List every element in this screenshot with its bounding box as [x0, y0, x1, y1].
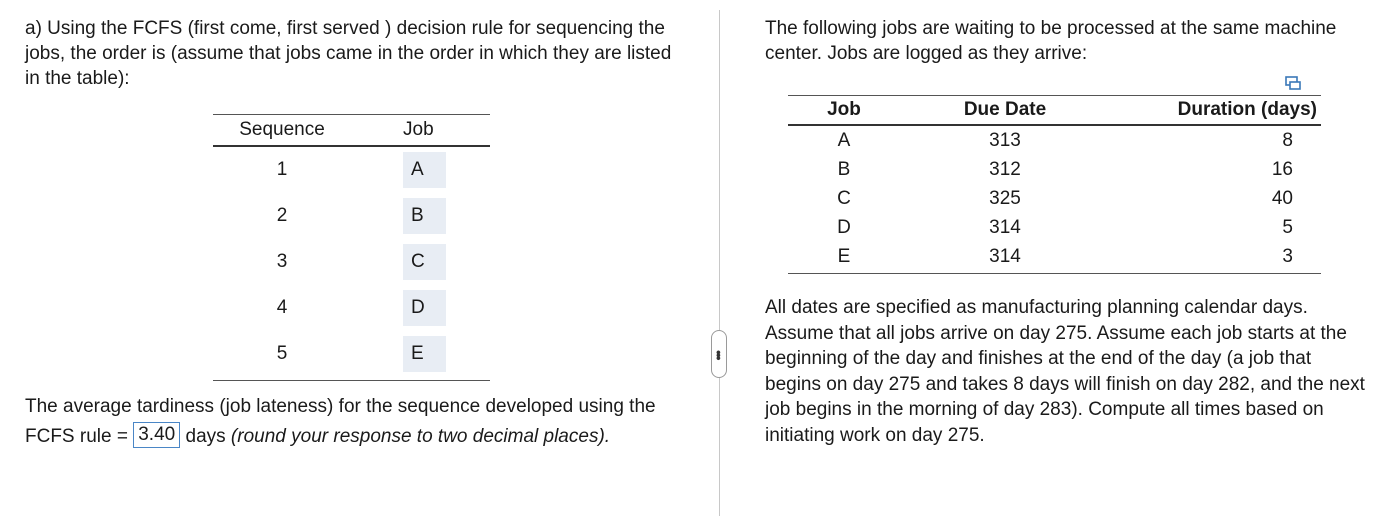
header-sequence: Sequence — [239, 119, 325, 140]
job-id: D — [837, 216, 851, 238]
job-answer-field[interactable]: B — [403, 198, 446, 234]
due-date: 312 — [989, 158, 1021, 180]
duration: 5 — [1282, 216, 1293, 238]
left-pane — [25, 16, 685, 91]
pane-resize-handle[interactable] — [711, 330, 727, 378]
due-date: 325 — [989, 187, 1021, 209]
duration: 16 — [1271, 158, 1293, 180]
drag-dots-icon: ••• — [711, 349, 727, 359]
table-row — [788, 155, 1321, 184]
assumptions-text: All dates are specified as manufacturing planning calendar days. Assume that all jobs arrive on day 275. Assume each job starts at the beginning of the day and finishes at the end of the day (a job that begins on day 275 and takes 8 days will finish on day 282, and the next job begins in the morning of day 283). Compute all times based on initiating work on day 275. — [765, 297, 1365, 446]
job-answer-field[interactable]: C — [403, 244, 446, 280]
tardiness-answer-field[interactable]: 3.40 — [133, 422, 180, 448]
sequence-number: 4 — [276, 297, 288, 318]
tardiness-question — [25, 392, 685, 452]
table-row — [213, 331, 490, 377]
jobs-table-header — [788, 96, 1321, 124]
table-row — [213, 147, 490, 193]
tardiness-prefix: The average tardiness (job lateness) for the sequence developed using the FCFS rule = — [25, 396, 656, 447]
job-id: E — [837, 245, 851, 267]
job-answer-field[interactable]: D — [403, 290, 446, 326]
table-row — [788, 126, 1321, 155]
rounding-note: (round your response to two decimal places). — [230, 426, 611, 447]
jobs-intro: The following jobs are waiting to be processed at the same machine center. Jobs are logged as they arrive: — [765, 18, 1337, 64]
right-pane — [765, 16, 1365, 66]
table-row — [213, 193, 490, 239]
job-answer-field[interactable]: E — [403, 336, 446, 372]
sequence-number: 3 — [276, 251, 288, 272]
duration: 40 — [1271, 187, 1293, 209]
job-id: A — [837, 129, 851, 151]
copy-table-icon[interactable] — [1285, 76, 1301, 90]
header-duration: Duration (days) — [1177, 99, 1317, 120]
jobs-table — [788, 95, 1321, 274]
job-answer-field[interactable]: A — [403, 152, 446, 188]
table-row — [788, 213, 1321, 242]
table-row — [213, 285, 490, 331]
question-intro: a) Using the FCFS (first come, first served ) decision rule for sequencing the jobs, the order is (assume that jobs came in the order in which they are listed in the table): — [25, 18, 672, 89]
duration: 3 — [1282, 245, 1293, 267]
sequence-number: 1 — [276, 159, 288, 180]
sequence-table — [213, 114, 490, 381]
due-date: 314 — [989, 245, 1021, 267]
header-due-date: Due Date — [963, 99, 1047, 120]
sequence-number: 2 — [276, 205, 288, 226]
tardiness-unit: days — [185, 426, 226, 447]
job-id: C — [837, 187, 851, 209]
table-row — [788, 242, 1321, 271]
header-job: Job — [827, 99, 861, 120]
duration: 8 — [1282, 129, 1293, 151]
due-date: 313 — [989, 129, 1021, 151]
pane-divider — [719, 10, 720, 516]
header-job: Job — [403, 119, 434, 140]
job-id: B — [837, 158, 851, 180]
sequence-table-header — [213, 115, 490, 145]
table-row — [788, 184, 1321, 213]
due-date: 314 — [989, 216, 1021, 238]
sequence-number: 5 — [276, 343, 288, 364]
table-row — [213, 239, 490, 285]
